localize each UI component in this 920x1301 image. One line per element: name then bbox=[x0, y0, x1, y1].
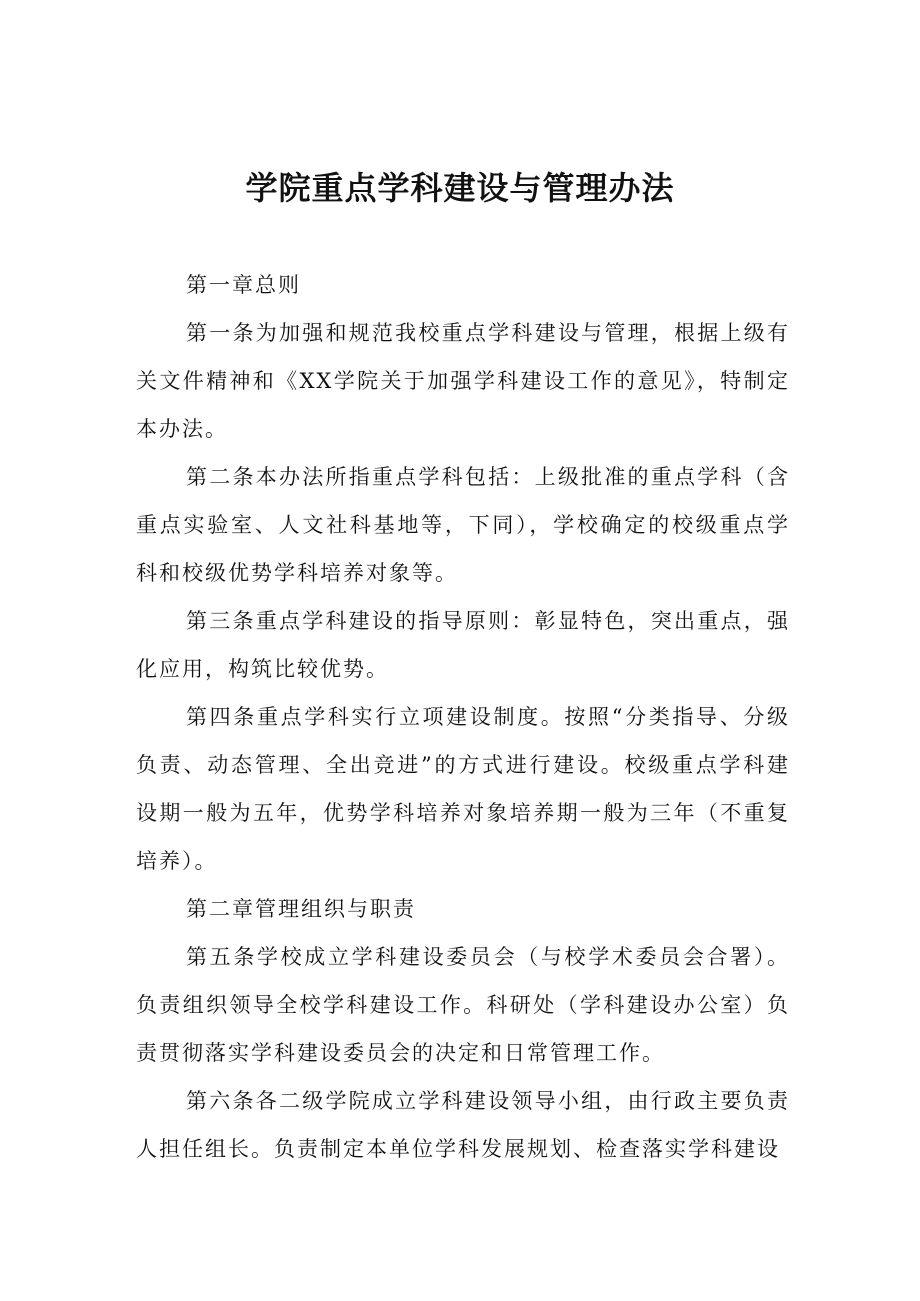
article-paragraph: 第四条重点学科实行立项建设制度。按照“分类指导、分级负责、动态管理、全出竞进”的方式进行建设。校级重点学科建设期一般为五年，优势学科培养对象培养期一般为三年（不重复培养）。 bbox=[136, 705, 790, 873]
document-body bbox=[136, 261, 790, 1173]
chapter-heading: 第一章总则 bbox=[186, 273, 301, 297]
document-title: 学院重点学科建设与管理办法 bbox=[245, 169, 675, 207]
article-paragraph: 第二条本办法所指重点学科包括：上级批准的重点学科（含重点实验室、人文社科基地等，下同），学校确定的校级重点学科和校级优势学科培养对象等。 bbox=[136, 465, 790, 585]
article-paragraph: 第三条重点学科建设的指导原则：彰显特色，突出重点，强化应用，构筑比较优势。 bbox=[136, 609, 790, 681]
chapter-heading: 第二章管理组织与职责 bbox=[186, 897, 416, 921]
article-paragraph: 第五条学校成立学科建设委员会（与校学术委员会合署）。负责组织领导全校学科建设工作。科研处（学科建设办公室）负责贯彻落实学科建设委员会的决定和日常管理工作。 bbox=[136, 945, 790, 1065]
article-paragraph: 第六条各二级学院成立学科建设领导小组，由行政主要负责人担任组长。负责制定本单位学科发展规划、检查落实学科建设 bbox=[136, 1089, 790, 1161]
article-paragraph: 第一条为加强和规范我校重点学科建设与管理，根据上级有关文件精神和《XX学院关于加强学科建设工作的意见》，特制定本办法。 bbox=[136, 321, 790, 441]
